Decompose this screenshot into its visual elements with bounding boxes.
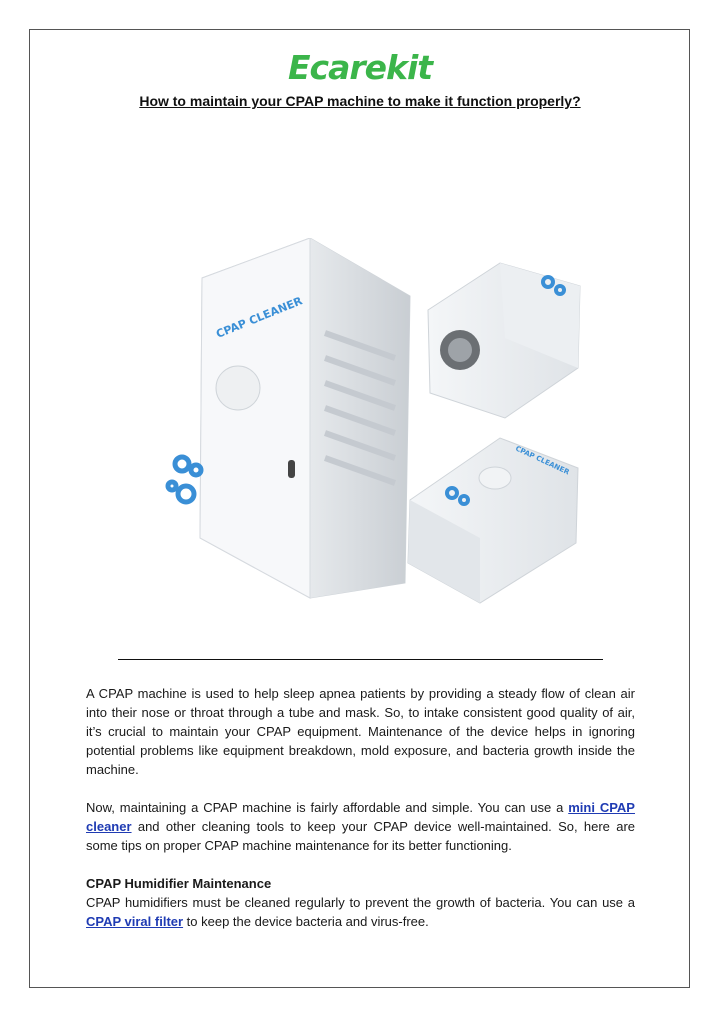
page-title: How to maintain your CPAP machine to make it function properly? bbox=[139, 93, 581, 109]
device-label: CPAP CLEANER bbox=[214, 294, 305, 341]
maintenance-paragraph: Now, maintaining a CPAP machine is fairly affordable and simple. You can use a mini CPAP cleaner and other cleaning tools to keep your CPAP device well-maintained. So, here are some tips on proper CPAP machine maintenance for its better functioning. bbox=[86, 800, 635, 853]
small-cleaner-device-top bbox=[428, 263, 580, 418]
cpap-viral-filter-link[interactable]: CPAP viral filter bbox=[86, 914, 184, 929]
article-body bbox=[86, 684, 635, 931]
product-image bbox=[160, 238, 590, 628]
mini-cpap-cleaner-link[interactable]: mini CPAP cleaner bbox=[86, 800, 635, 834]
power-button bbox=[216, 366, 260, 410]
decorative-circles bbox=[168, 457, 201, 502]
usb-port bbox=[288, 460, 295, 478]
humidifier-paragraph: CPAP humidifiers must be cleaned regularly to prevent the growth of bacteria. You can use a CPAP viral filter to keep the device bacteria and virus-free. bbox=[86, 895, 635, 929]
brand-logo[interactable]: Ecarekit bbox=[287, 48, 433, 87]
divider bbox=[118, 659, 603, 660]
section-heading: CPAP Humidifier Maintenance bbox=[86, 876, 272, 891]
small-cleaner-device-bottom bbox=[408, 438, 578, 603]
large-cleaner-device bbox=[168, 238, 410, 598]
intro-paragraph: A CPAP machine is used to help sleep apnea patients by providing a steady flow of clean air into their nose or throat through a tube and mask. So, to intake consistent good quality of air, it’s crucial to maintain your CPAP equipment. Maintenance of the device helps in ignoring potential problems like equipment breakdown, mold exposure, and bacteria growth inside the machine. bbox=[86, 686, 635, 777]
device-label: CPAP CLEANER bbox=[514, 444, 571, 477]
